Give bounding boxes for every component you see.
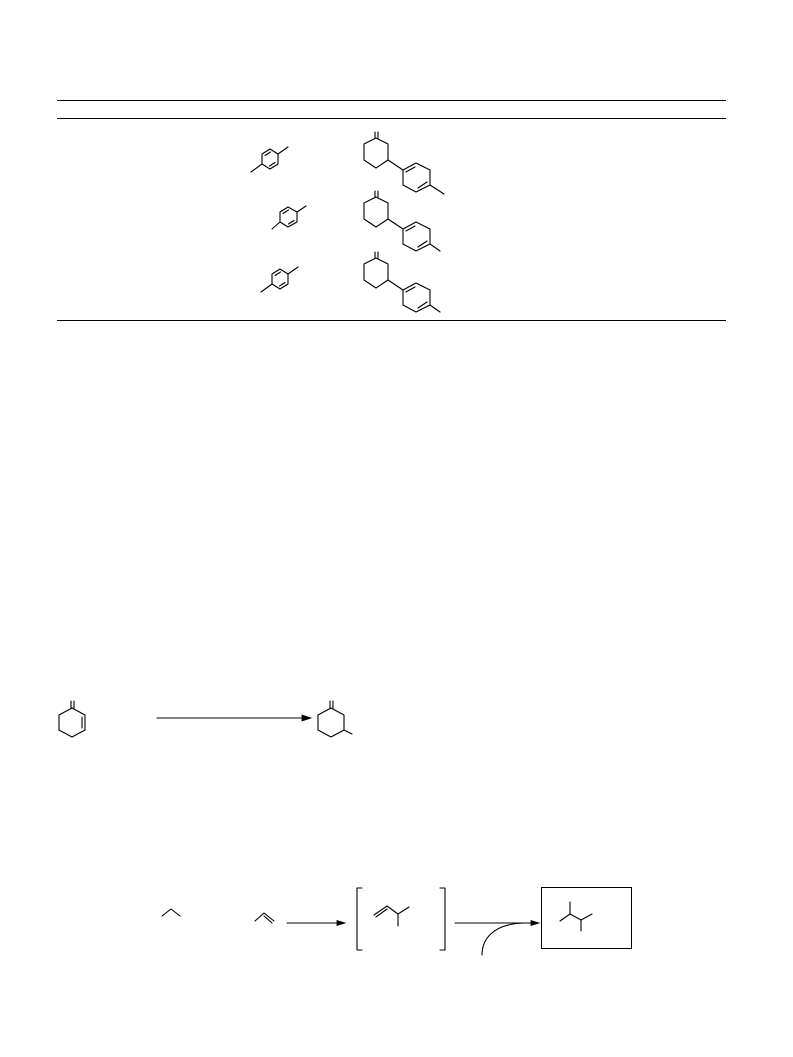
scheme1-arrow: [156, 712, 312, 724]
table-row-2-reagent-structure: [270, 202, 320, 238]
table-row-3-product-structure: [358, 250, 454, 322]
scheme2-arrow-1: [286, 917, 346, 929]
scheme1-product-methylcyclohexanone: [312, 698, 356, 742]
table-row-1-reagent-structure: [248, 143, 300, 179]
table-row-3-reagent-structure: [258, 262, 310, 298]
scheme2-arrow-2-with-curved-reagent: [454, 910, 540, 956]
table-header-rule: [57, 118, 726, 119]
table-top-rule: [57, 100, 726, 101]
scheme2-reagent-a: [160, 906, 184, 918]
scheme2-intermediate-bracket: [354, 886, 448, 952]
scheme2-reagent-b: [253, 910, 277, 924]
scheme1-reactant-cyclohexenone: [52, 698, 100, 742]
scheme2-product-branched-alkane: [556, 898, 600, 938]
